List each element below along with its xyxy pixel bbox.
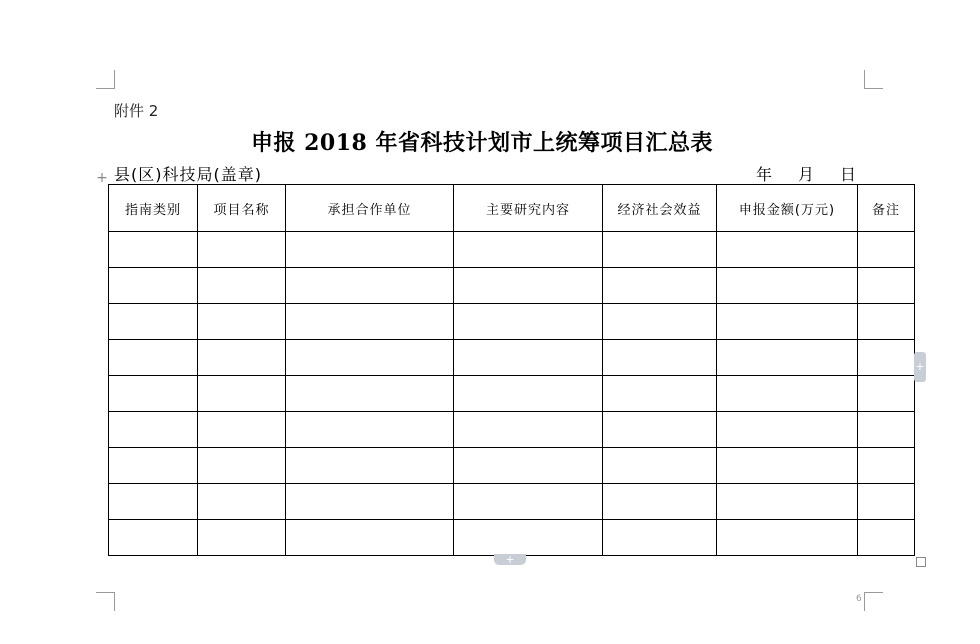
county-seal-label: 县(区)科技局(盖章) xyxy=(114,165,262,184)
table-cell[interactable] xyxy=(198,268,286,304)
table-row xyxy=(109,304,915,340)
date-day-label: 日 xyxy=(840,165,857,184)
table-cell[interactable] xyxy=(286,412,454,448)
table-cell[interactable] xyxy=(603,484,717,520)
add-row-icon[interactable]: + xyxy=(494,554,526,565)
table-cell[interactable] xyxy=(109,520,198,556)
table-cell[interactable] xyxy=(286,376,454,412)
table-cell[interactable] xyxy=(109,304,198,340)
table-cell[interactable] xyxy=(286,268,454,304)
table-cell[interactable] xyxy=(454,484,603,520)
table-cell[interactable] xyxy=(858,304,915,340)
table-cell[interactable] xyxy=(717,268,858,304)
resize-handle-icon[interactable] xyxy=(916,557,926,567)
header-amount: 申报金额(万元) xyxy=(717,185,858,232)
table-cell[interactable] xyxy=(603,304,717,340)
table-cell[interactable] xyxy=(717,448,858,484)
header-research-content: 主要研究内容 xyxy=(454,185,603,232)
table-cell[interactable] xyxy=(858,412,915,448)
page-number: 6 xyxy=(856,594,862,604)
table-cell[interactable] xyxy=(109,340,198,376)
table-cell[interactable] xyxy=(286,448,454,484)
page-corner-bottom-right xyxy=(864,592,883,611)
table-cell[interactable] xyxy=(109,484,198,520)
table-cell[interactable] xyxy=(858,340,915,376)
table-cell[interactable] xyxy=(717,484,858,520)
table-header-row xyxy=(109,185,915,232)
table-cell[interactable] xyxy=(603,376,717,412)
table-cell[interactable] xyxy=(717,520,858,556)
table-cell[interactable] xyxy=(198,448,286,484)
table-cell[interactable] xyxy=(603,232,717,268)
date-month-label: 月 xyxy=(798,165,815,184)
attachment-label: 附件 2 xyxy=(114,102,159,120)
date-fields xyxy=(756,162,856,185)
table-row xyxy=(109,268,915,304)
header-guide-category: 指南类别 xyxy=(109,185,198,232)
header-partner-unit: 承担合作单位 xyxy=(286,185,454,232)
header-remarks: 备注 xyxy=(858,185,915,232)
add-column-icon[interactable]: + xyxy=(914,352,926,382)
page-corner-bottom-left xyxy=(96,592,115,611)
table-cell[interactable] xyxy=(858,448,915,484)
table-cell[interactable] xyxy=(717,304,858,340)
table-cell[interactable] xyxy=(198,376,286,412)
summary-table xyxy=(108,184,915,556)
header-social-benefit: 经济社会效益 xyxy=(603,185,717,232)
table-cell[interactable] xyxy=(286,304,454,340)
table-cell[interactable] xyxy=(109,232,198,268)
table-cell[interactable] xyxy=(454,304,603,340)
table-cell[interactable] xyxy=(198,232,286,268)
table-cell[interactable] xyxy=(109,376,198,412)
table-cell[interactable] xyxy=(858,376,915,412)
table-cell[interactable] xyxy=(454,340,603,376)
header-project-name: 项目名称 xyxy=(198,185,286,232)
table-cell[interactable] xyxy=(198,304,286,340)
table-cell[interactable] xyxy=(109,268,198,304)
table-cell[interactable] xyxy=(109,448,198,484)
table-cell[interactable] xyxy=(717,340,858,376)
table-cell[interactable] xyxy=(286,520,454,556)
table-cell[interactable] xyxy=(858,520,915,556)
table-cell[interactable] xyxy=(603,268,717,304)
table-cell[interactable] xyxy=(603,448,717,484)
table-cell[interactable] xyxy=(286,340,454,376)
table-cell[interactable] xyxy=(858,484,915,520)
page-corner-top-left xyxy=(96,70,115,89)
document-title: 申报 2018 年省科技计划市上统筹项目汇总表 xyxy=(250,130,714,156)
table-cell[interactable] xyxy=(858,232,915,268)
table-cell[interactable] xyxy=(198,340,286,376)
table-cell[interactable] xyxy=(454,268,603,304)
table-cell[interactable] xyxy=(198,412,286,448)
table-row xyxy=(109,340,915,376)
table-cell[interactable] xyxy=(603,520,717,556)
table-cell[interactable] xyxy=(454,412,603,448)
table-cell[interactable] xyxy=(603,412,717,448)
table-cell[interactable] xyxy=(858,268,915,304)
table-cell[interactable] xyxy=(454,376,603,412)
table-row xyxy=(109,232,915,268)
table-row xyxy=(109,376,915,412)
table-cell[interactable] xyxy=(286,232,454,268)
table-row xyxy=(109,520,915,556)
table-row xyxy=(109,448,915,484)
page-corner-top-right xyxy=(864,70,883,89)
table-cell[interactable] xyxy=(198,484,286,520)
table-cell[interactable] xyxy=(454,520,603,556)
table-row xyxy=(109,412,915,448)
table-cell[interactable] xyxy=(454,232,603,268)
table-cell[interactable] xyxy=(717,412,858,448)
table-cell[interactable] xyxy=(454,448,603,484)
table-cell[interactable] xyxy=(109,412,198,448)
move-handle-icon[interactable]: + xyxy=(96,170,108,186)
date-year-label: 年 xyxy=(756,165,773,184)
table-cell[interactable] xyxy=(286,484,454,520)
table-row xyxy=(109,484,915,520)
table-cell[interactable] xyxy=(717,376,858,412)
table-cell[interactable] xyxy=(198,520,286,556)
table-cell[interactable] xyxy=(603,340,717,376)
table-cell[interactable] xyxy=(717,232,858,268)
